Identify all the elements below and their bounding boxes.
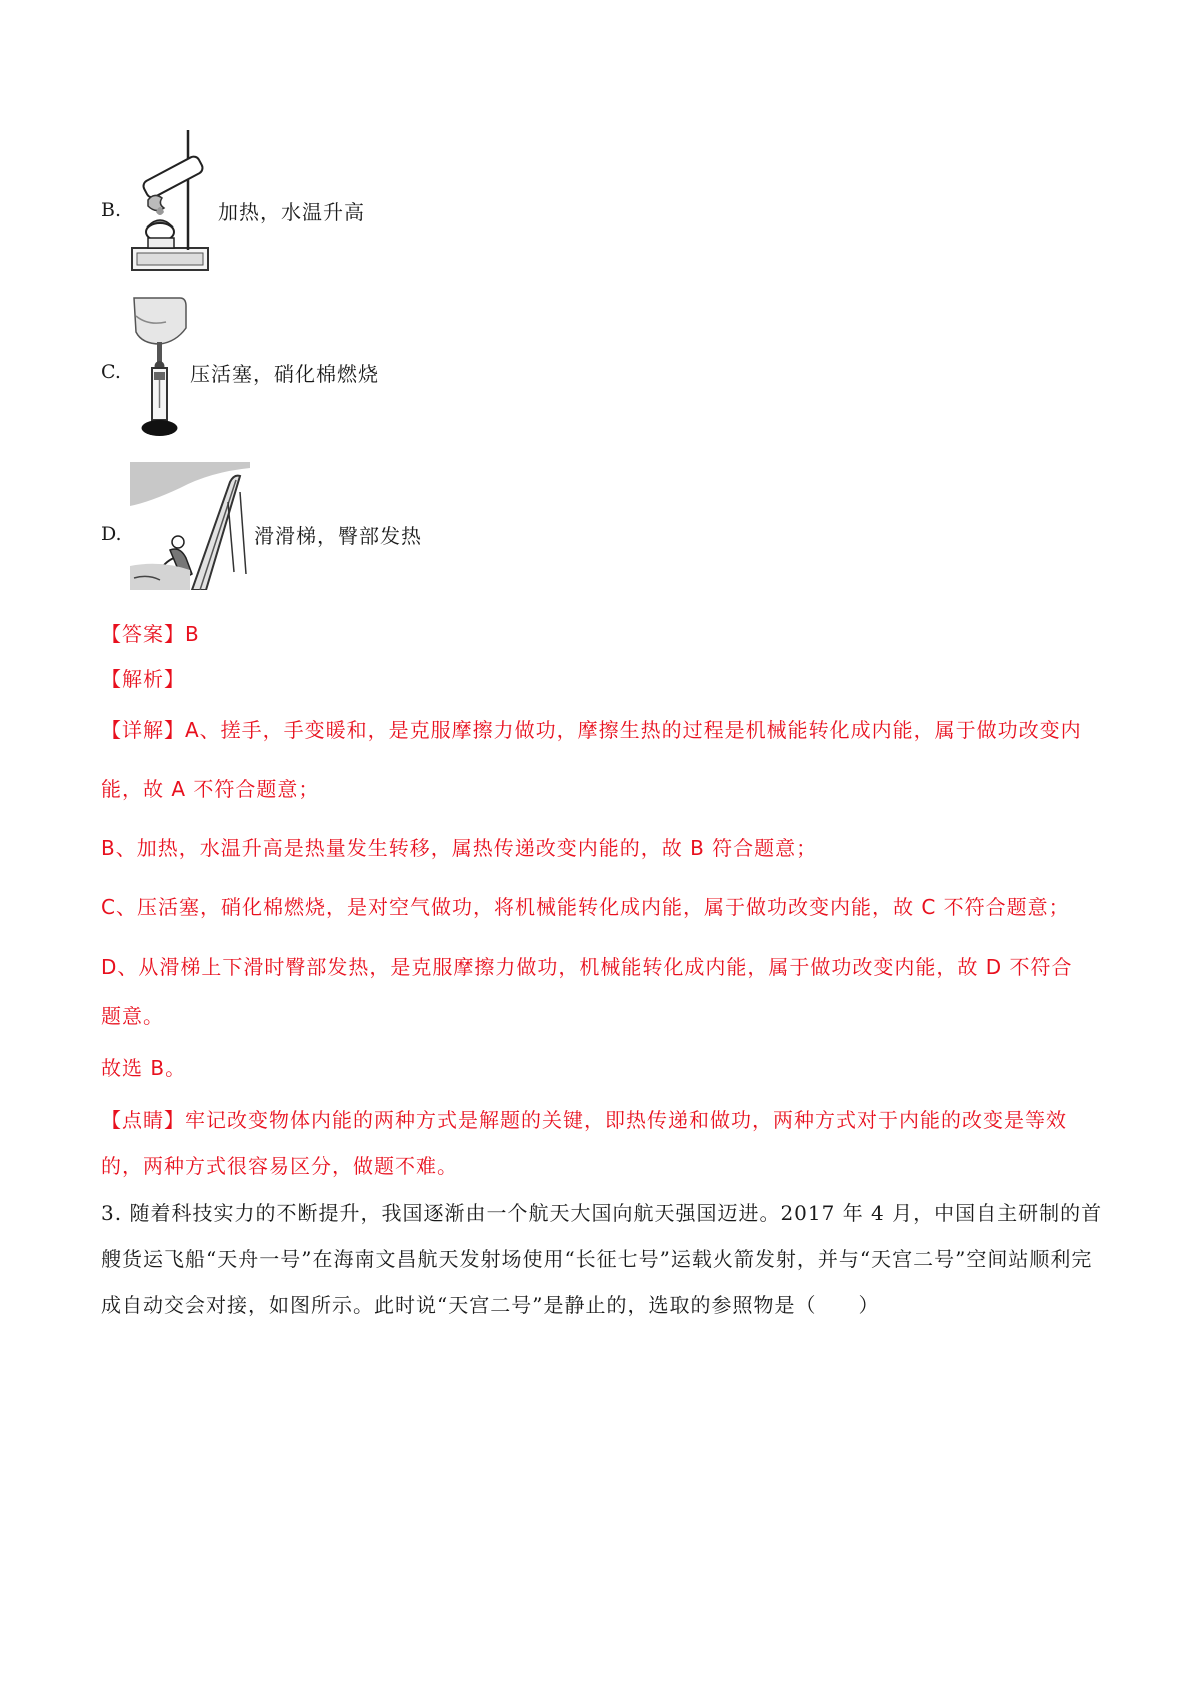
detail-label: 【详解】: [101, 718, 185, 742]
detail-conclusion: 故选 B。: [101, 1056, 187, 1080]
detail-line-3: B、加热，水温升高是热量发生转移，属热传递改变内能的，故 B 符合题意；: [101, 836, 818, 860]
option-b-letter: B.: [101, 199, 122, 221]
comment-text-1: 牢记改变物体内能的两种方式是解题的关键，即热传递和做功，两种方式对于内能的改变是等效: [185, 1108, 1067, 1132]
answer-label: 【答案】: [101, 622, 185, 646]
analysis-label: 【解析】: [101, 667, 185, 691]
slide-figure: [130, 462, 250, 590]
answer-line: [101, 618, 200, 647]
detail-line-2: 能，故 A 不符合题意；: [101, 777, 320, 801]
piston-cylinder-figure: [130, 296, 188, 440]
option-d-letter: D.: [101, 523, 122, 545]
comment-label: 【点睛】: [101, 1108, 185, 1132]
detail-line-6: 题意。: [101, 1004, 164, 1028]
option-c-text: 压活塞，硝化棉燃烧: [190, 362, 379, 386]
option-c-letter: C.: [101, 361, 121, 383]
heating-apparatus-figure: [130, 130, 212, 275]
question-3-line-3: 成自动交会对接，如图所示。此时说“天宫二号”是静止的，选取的参照物是（ ）: [101, 1293, 880, 1317]
option-d-text: 滑滑梯，臀部发热: [254, 524, 422, 548]
question-3-line-2: 艘货运飞船“天舟一号”在海南文昌航天发射场使用“长征七号”运载火箭发射，并与“天宫二号”空间站顺利完: [101, 1247, 1093, 1271]
detail-line-1: [101, 714, 1082, 743]
detail-line-4: C、压活塞，硝化棉燃烧，是对空气做功，将机械能转化成内能，属于做功改变内能，故 C 不符合题意；: [101, 895, 1070, 919]
detail-text-1: A、搓手，手变暖和，是克服摩擦力做功，摩擦生热的过程是机械能转化成内能，属于做功改变内: [185, 718, 1082, 742]
option-b-text: 加热，水温升高: [218, 200, 365, 224]
detail-line-5: D、从滑梯上下滑时臀部发热，是克服摩擦力做功，机械能转化成内能，属于做功改变内能，故 D 不符合: [101, 955, 1073, 979]
question-3-line-1: 3. 随着科技实力的不断提升，我国逐渐由一个航天大国向航天强国迈进。2017 年 4 月，中国自主研制的首: [101, 1201, 1103, 1225]
comment-line-1: [101, 1104, 1067, 1133]
answer-value: B: [185, 622, 200, 646]
comment-line-2: 的，两种方式很容易区分，做题不难。: [101, 1154, 458, 1178]
